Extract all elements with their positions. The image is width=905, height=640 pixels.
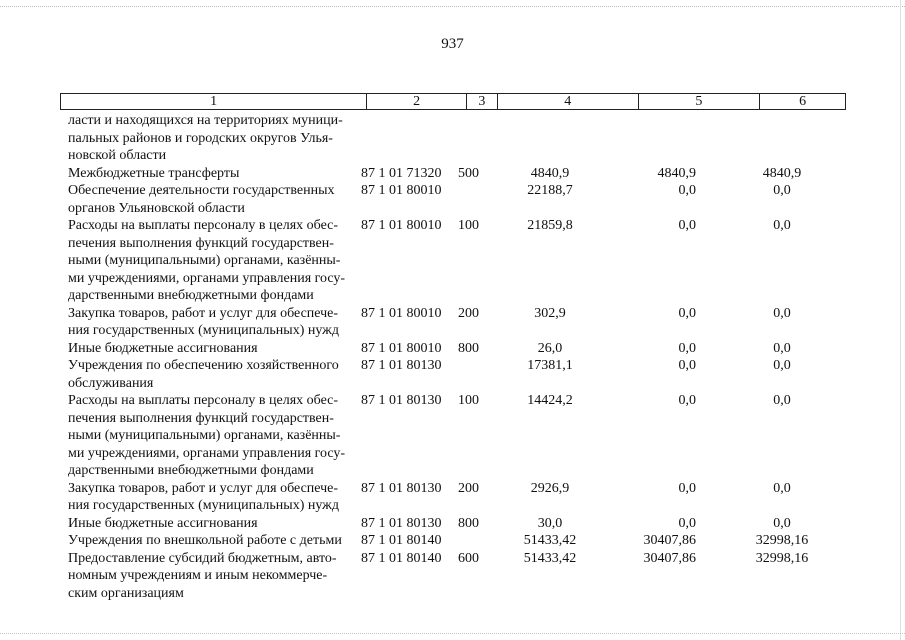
row-value-4: 51433,42 bbox=[523, 533, 577, 548]
header-col-2: 2 bbox=[367, 94, 467, 109]
row-name bbox=[68, 357, 361, 392]
row-value-4: 51433,42 bbox=[523, 550, 577, 566]
row-name-line: печения выполнения функций государствен- bbox=[68, 410, 334, 426]
row-value-4 bbox=[494, 112, 606, 165]
table-row bbox=[68, 515, 848, 533]
row-code: 87 1 01 80130 bbox=[361, 480, 442, 496]
row-value-6: 32998,16 bbox=[755, 533, 809, 548]
row-name-line: Межбюджетные трансферты bbox=[68, 165, 240, 181]
row-name-line: Предоставление субсидий бюджетным, авто- bbox=[68, 550, 337, 566]
row-value-6: 0,0 bbox=[773, 218, 791, 233]
row-name-line: Иные бюджетные ассигнования bbox=[68, 515, 258, 531]
row-name-line: новской области bbox=[68, 148, 167, 163]
row-name-line: ским организациям bbox=[68, 585, 184, 601]
row-value-4: 30,0 bbox=[537, 515, 563, 531]
row-value-6: 0,0 bbox=[773, 393, 791, 408]
row-value-5: 4840,9 bbox=[657, 165, 696, 181]
table-body bbox=[68, 112, 848, 602]
row-value-6 bbox=[716, 112, 848, 165]
row-value-5: 0,0 bbox=[678, 183, 696, 198]
row-name-line: Расходы на выплаты персоналу в целях обес- bbox=[68, 218, 339, 233]
row-code: 87 1 01 80130 bbox=[361, 393, 442, 408]
row-value-6: 0,0 bbox=[773, 515, 791, 531]
table-row bbox=[68, 112, 848, 165]
row-code: 87 1 01 80130 bbox=[361, 515, 442, 531]
row-value-5: 0,0 bbox=[678, 480, 696, 496]
row-code: 87 1 01 80010 bbox=[361, 218, 442, 233]
row-name-line: номным учреждениям и иным некоммерче- bbox=[68, 568, 328, 583]
table-row bbox=[68, 480, 848, 515]
row-value-6: 0,0 bbox=[773, 305, 791, 321]
row-name-line: Учреждения по обеспечению хозяйственного bbox=[68, 358, 339, 373]
row-value-5: 0,0 bbox=[678, 515, 696, 531]
header-col-3: 3 bbox=[467, 94, 498, 109]
row-name-line: ными (муниципальными) органами, казённы- bbox=[68, 253, 341, 268]
row-name-line: ными (муниципальными) органами, казённы- bbox=[68, 428, 341, 443]
row-value-4: 2926,9 bbox=[530, 480, 570, 496]
row-value-5: 0,0 bbox=[678, 218, 696, 233]
row-value-4: 22188,7 bbox=[527, 183, 573, 198]
table-header bbox=[60, 93, 846, 110]
row-name-line: ми учреждениями, органами управления госу- bbox=[68, 445, 346, 461]
row-value-6: 4840,9 bbox=[762, 165, 802, 181]
table-row bbox=[68, 182, 848, 217]
row-vr: 200 bbox=[458, 305, 479, 321]
row-value-5 bbox=[606, 112, 716, 165]
table-row bbox=[68, 305, 848, 340]
row-value-5: 30407,86 bbox=[643, 550, 696, 566]
row-code: 87 1 01 80140 bbox=[361, 533, 442, 548]
table-row bbox=[68, 357, 848, 392]
row-value-4: 302,9 bbox=[534, 305, 566, 321]
row-name bbox=[68, 392, 361, 480]
table-row bbox=[68, 532, 848, 550]
row-name-line: Закупка товаров, работ и услуг для обеспече- bbox=[68, 305, 339, 321]
row-value-5: 0,0 bbox=[678, 305, 696, 321]
row-vr: 600 bbox=[458, 550, 479, 566]
row-value-4: 4840,9 bbox=[530, 165, 570, 181]
row-name-line: дарственными внебюджетными фондами bbox=[68, 463, 314, 478]
row-value-4: 14424,2 bbox=[527, 393, 573, 408]
row-name-line: ния государственных (муниципальных) нужд bbox=[68, 323, 339, 338]
row-name bbox=[68, 182, 361, 217]
row-vr: 500 bbox=[458, 165, 479, 181]
row-name-line: Расходы на выплаты персоналу в целях обес- bbox=[68, 393, 339, 408]
scan-top-edge bbox=[0, 6, 905, 7]
header-col-1: 1 bbox=[61, 94, 367, 109]
row-value-6: 0,0 bbox=[773, 183, 791, 198]
row-value-6: 32998,16 bbox=[755, 550, 809, 566]
table-row bbox=[68, 217, 848, 305]
row-value-4: 26,0 bbox=[537, 340, 563, 356]
row-name bbox=[68, 515, 361, 533]
row-vr bbox=[458, 357, 494, 392]
table-row bbox=[68, 550, 848, 603]
row-name bbox=[68, 480, 361, 515]
row-vr: 200 bbox=[458, 480, 479, 496]
row-name-line: ния государственных (муниципальных) нужд bbox=[68, 498, 339, 513]
row-code: 87 1 01 80010 bbox=[361, 183, 442, 198]
header-col-5: 5 bbox=[639, 94, 761, 109]
table-row bbox=[68, 392, 848, 480]
table-row bbox=[68, 340, 848, 358]
row-value-4: 21859,8 bbox=[527, 218, 573, 233]
row-name bbox=[68, 112, 361, 165]
row-value-6: 0,0 bbox=[773, 340, 791, 356]
row-value-5: 0,0 bbox=[678, 340, 696, 356]
row-name-line: дарственными внебюджетными фондами bbox=[68, 288, 314, 303]
row-vr: 100 bbox=[458, 393, 479, 408]
header-col-6: 6 bbox=[799, 94, 807, 109]
row-code: 87 1 01 80010 bbox=[361, 305, 442, 321]
row-code bbox=[361, 112, 458, 165]
row-name-line: Обеспечение деятельности государственных bbox=[68, 183, 335, 198]
row-vr bbox=[458, 532, 494, 550]
row-code: 87 1 01 80130 bbox=[361, 358, 442, 373]
row-name bbox=[68, 305, 361, 340]
row-name-line: печения выполнения функций государствен- bbox=[68, 235, 334, 251]
row-name-line: ласти и находящихся на территориях муници- bbox=[68, 113, 343, 128]
row-code: 87 1 01 71320 bbox=[361, 165, 442, 181]
row-value-4: 17381,1 bbox=[527, 358, 573, 373]
row-name-line: ми учреждениями, органами управления госу- bbox=[68, 270, 346, 286]
row-name bbox=[68, 340, 361, 358]
row-name-line: пальных районов и городских округов Улья- bbox=[68, 130, 333, 146]
row-value-6: 0,0 bbox=[773, 480, 791, 496]
row-name bbox=[68, 217, 361, 305]
row-code: 87 1 01 80140 bbox=[361, 550, 442, 566]
row-name-line: обслуживания bbox=[68, 375, 154, 391]
header-col-4: 4 bbox=[498, 94, 639, 109]
row-vr bbox=[458, 112, 494, 165]
row-value-5: 0,0 bbox=[678, 358, 696, 373]
row-value-6: 0,0 bbox=[773, 358, 791, 373]
row-name bbox=[68, 532, 361, 550]
row-vr: 100 bbox=[458, 218, 479, 233]
scan-bottom-edge bbox=[0, 633, 905, 634]
row-vr: 800 bbox=[458, 340, 479, 356]
row-code: 87 1 01 80010 bbox=[361, 340, 442, 356]
row-name bbox=[68, 165, 361, 183]
row-value-5: 0,0 bbox=[678, 393, 696, 408]
row-name-line: Учреждения по внешкольной работе с детьми bbox=[68, 533, 342, 548]
row-value-5: 30407,86 bbox=[643, 533, 696, 548]
row-name-line: органов Ульяновской области bbox=[68, 200, 245, 216]
page-number: 937 bbox=[441, 36, 464, 52]
row-name-line: Закупка товаров, работ и услуг для обеспече- bbox=[68, 480, 339, 496]
row-name bbox=[68, 550, 361, 603]
row-vr: 800 bbox=[458, 515, 479, 531]
scan-right-edge bbox=[900, 0, 901, 640]
row-vr bbox=[458, 182, 494, 217]
row-name-line: Иные бюджетные ассигнования bbox=[68, 340, 258, 356]
table-row bbox=[68, 165, 848, 183]
